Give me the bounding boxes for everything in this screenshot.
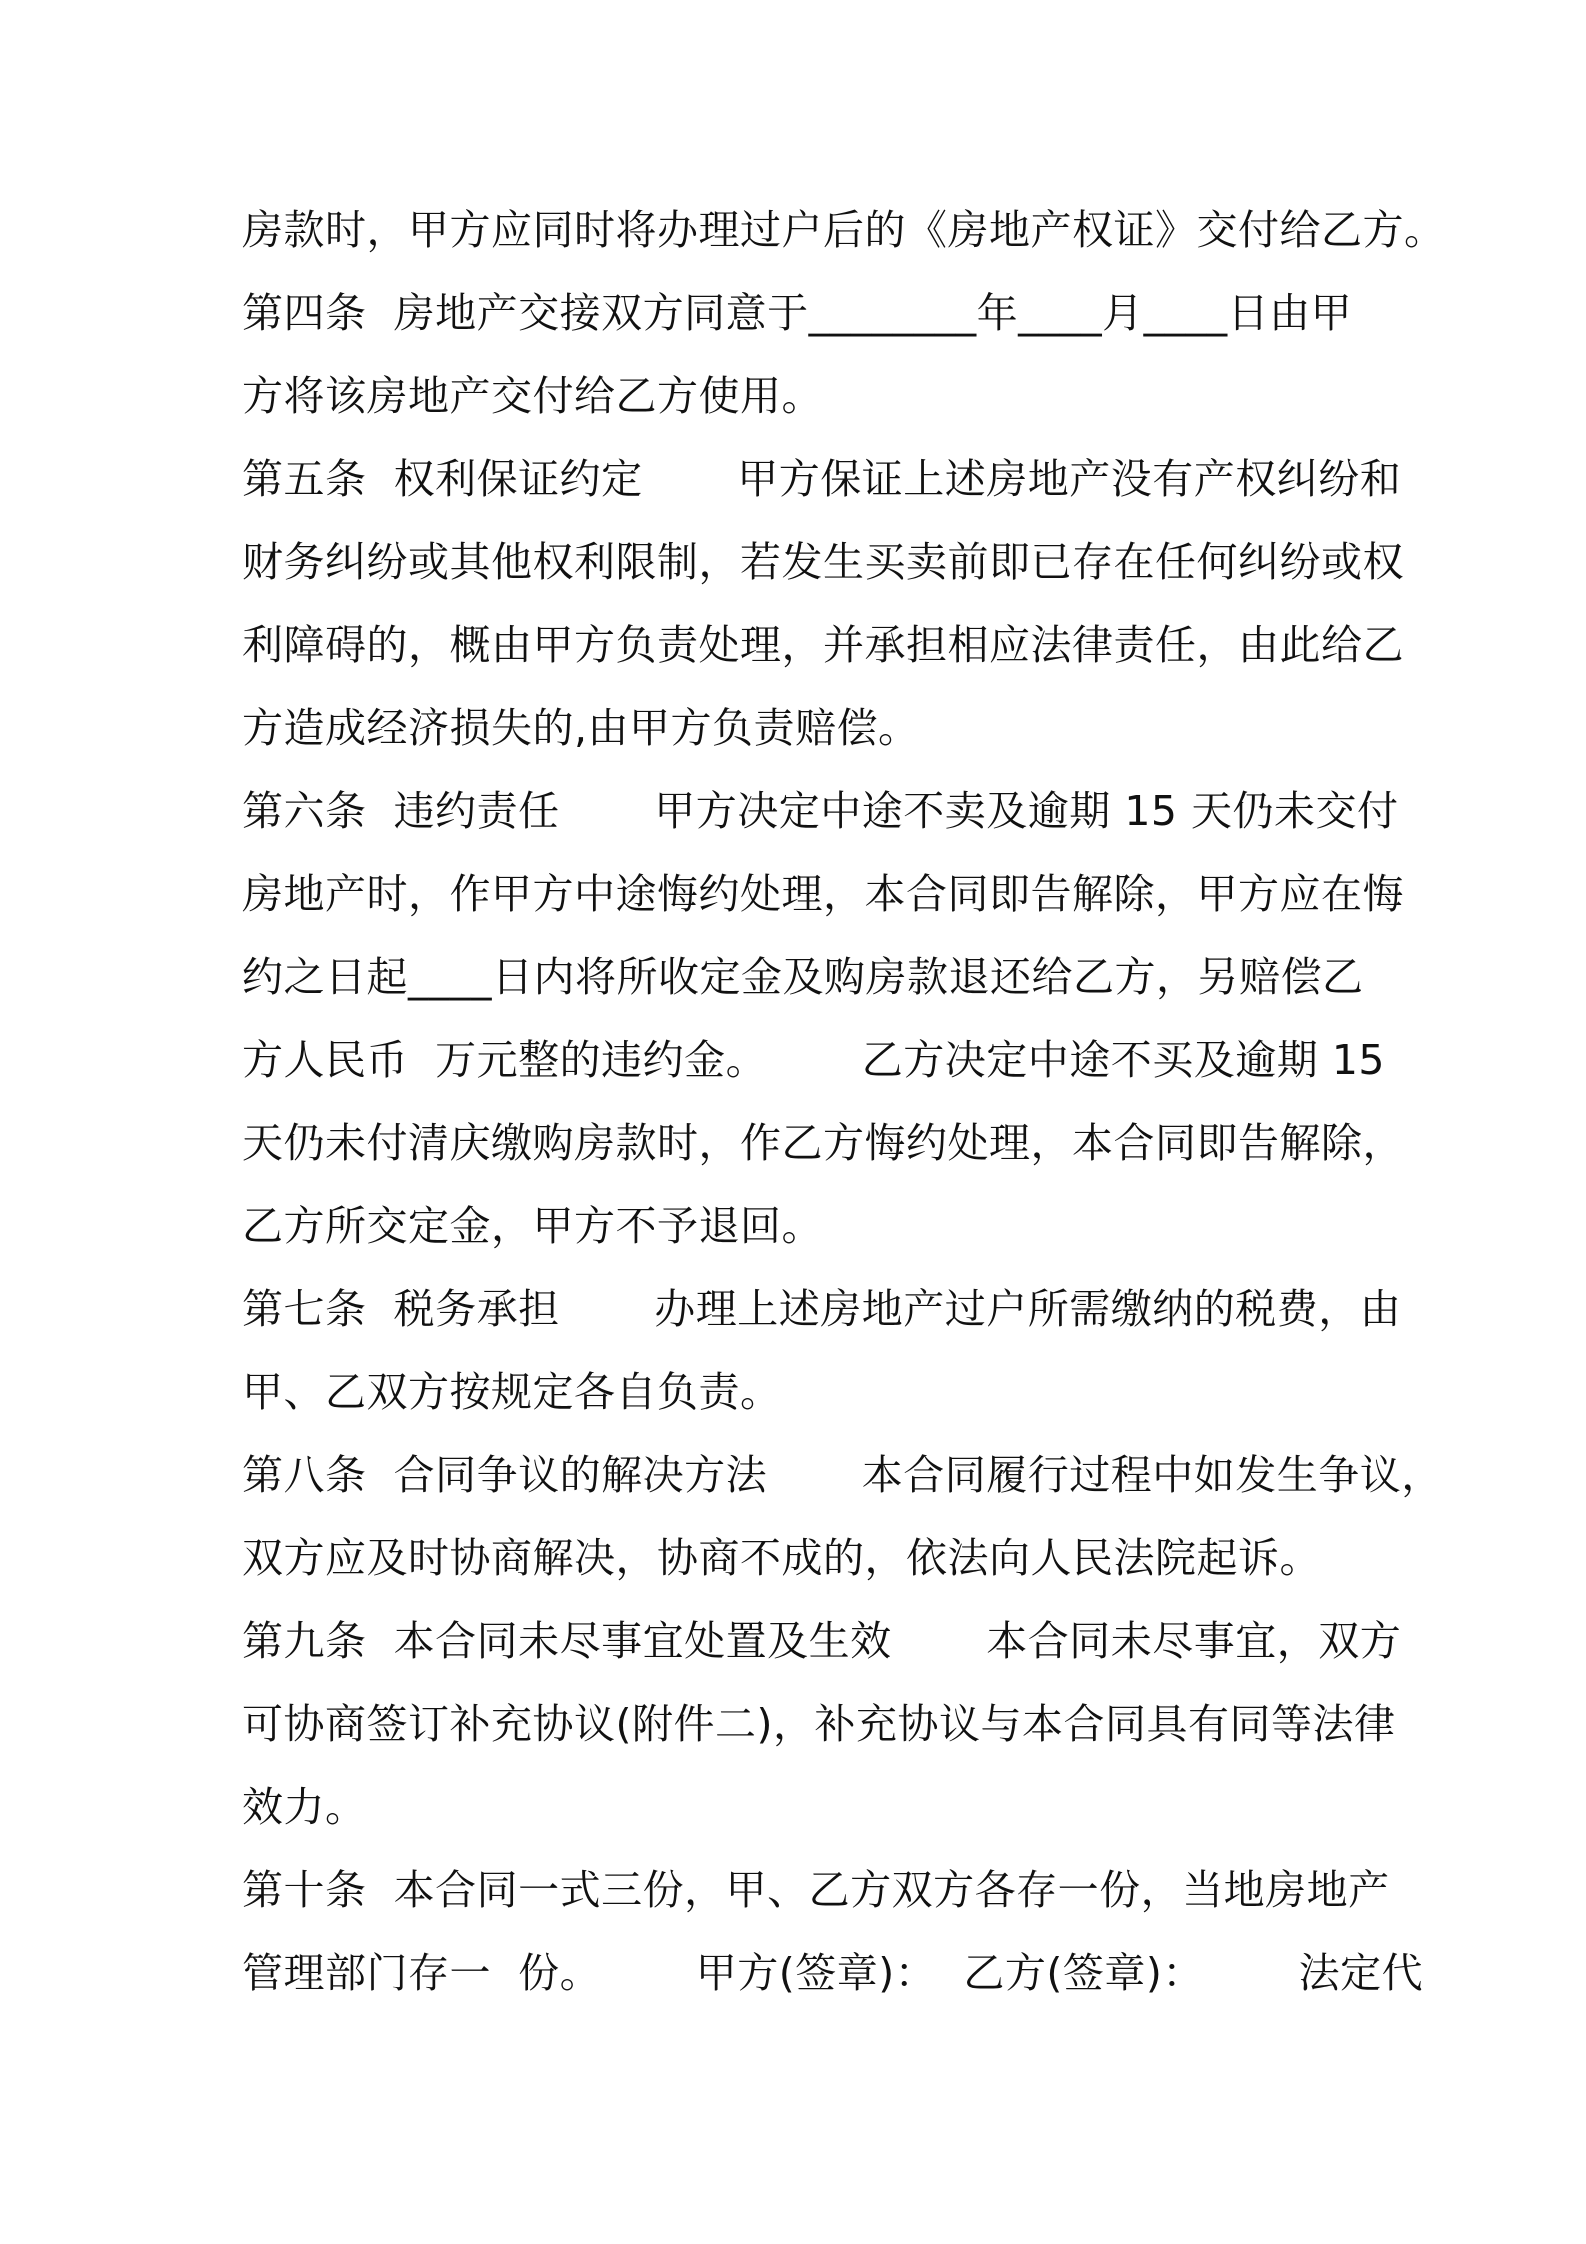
text-line: 第十条 本合同一式三份，甲、乙方双方各存一份，当地房地产 <box>242 1866 1390 1914</box>
text-line: 方造成经济损失的,由甲方负责赔偿。 <box>242 704 920 752</box>
text-line: 效力。 <box>242 1783 367 1831</box>
text-line: 房款时，甲方应同时将办理过户后的《房地产权证》交付给乙方。 <box>242 206 1446 254</box>
text-line: 第八条 合同争议的解决方法 本合同履行过程中如发生争议， <box>242 1451 1443 1499</box>
text-line: 房地产时，作甲方中途悔约处理，本合同即告解除，甲方应在悔 <box>242 870 1404 918</box>
text-line: 财务纠纷或其他权利限制，若发生买卖前即已存在任何纠纷或权 <box>242 538 1404 586</box>
text-line: 天仍未付清庆缴购房款时，作乙方悔约处理，本合同即告解除， <box>242 1119 1404 1167</box>
text-line: 甲、乙双方按规定各自负责。 <box>242 1368 782 1416</box>
text-line: 第四条 房地产交接双方同意于________年____月____日由甲 <box>242 289 1353 337</box>
text-line: 第六条 违约责任 甲方决定中途不卖及逾期 15 天仍未交付 <box>242 787 1399 835</box>
text-line: 可协商签订补充协议(附件二)，补充协议与本合同具有同等法律 <box>242 1700 1396 1748</box>
text-line: 方将该房地产交付给乙方使用。 <box>242 372 823 420</box>
text-line: 第五条 权利保证约定 甲方保证上述房地产没有产权纠纷和 <box>242 455 1402 503</box>
text-line: 乙方所交定金，甲方不予退回。 <box>242 1202 823 1250</box>
text-line: 利障碍的，概由甲方负责处理，并承担相应法律责任，由此给乙 <box>242 621 1404 669</box>
text-line: 双方应及时协商解决，协商不成的，依法向人民法院起诉。 <box>242 1534 1321 1582</box>
text-line: 第七条 税务承担 办理上述房地产过户所需缴纳的税费，由 <box>242 1285 1402 1333</box>
text-line: 管理部门存一 份。 甲方(签章)： 乙方(签章)： 法定代 <box>242 1949 1424 1997</box>
text-line: 约之日起____日内将所收定金及购房款退还给乙方，另赔偿乙 <box>242 953 1364 1001</box>
text-line: 方人民币 万元整的违约金。 乙方决定中途不买及逾期 15 <box>242 1036 1385 1084</box>
text-line: 第九条 本合同未尽事宜处置及生效 本合同未尽事宜，双方 <box>242 1617 1402 1665</box>
